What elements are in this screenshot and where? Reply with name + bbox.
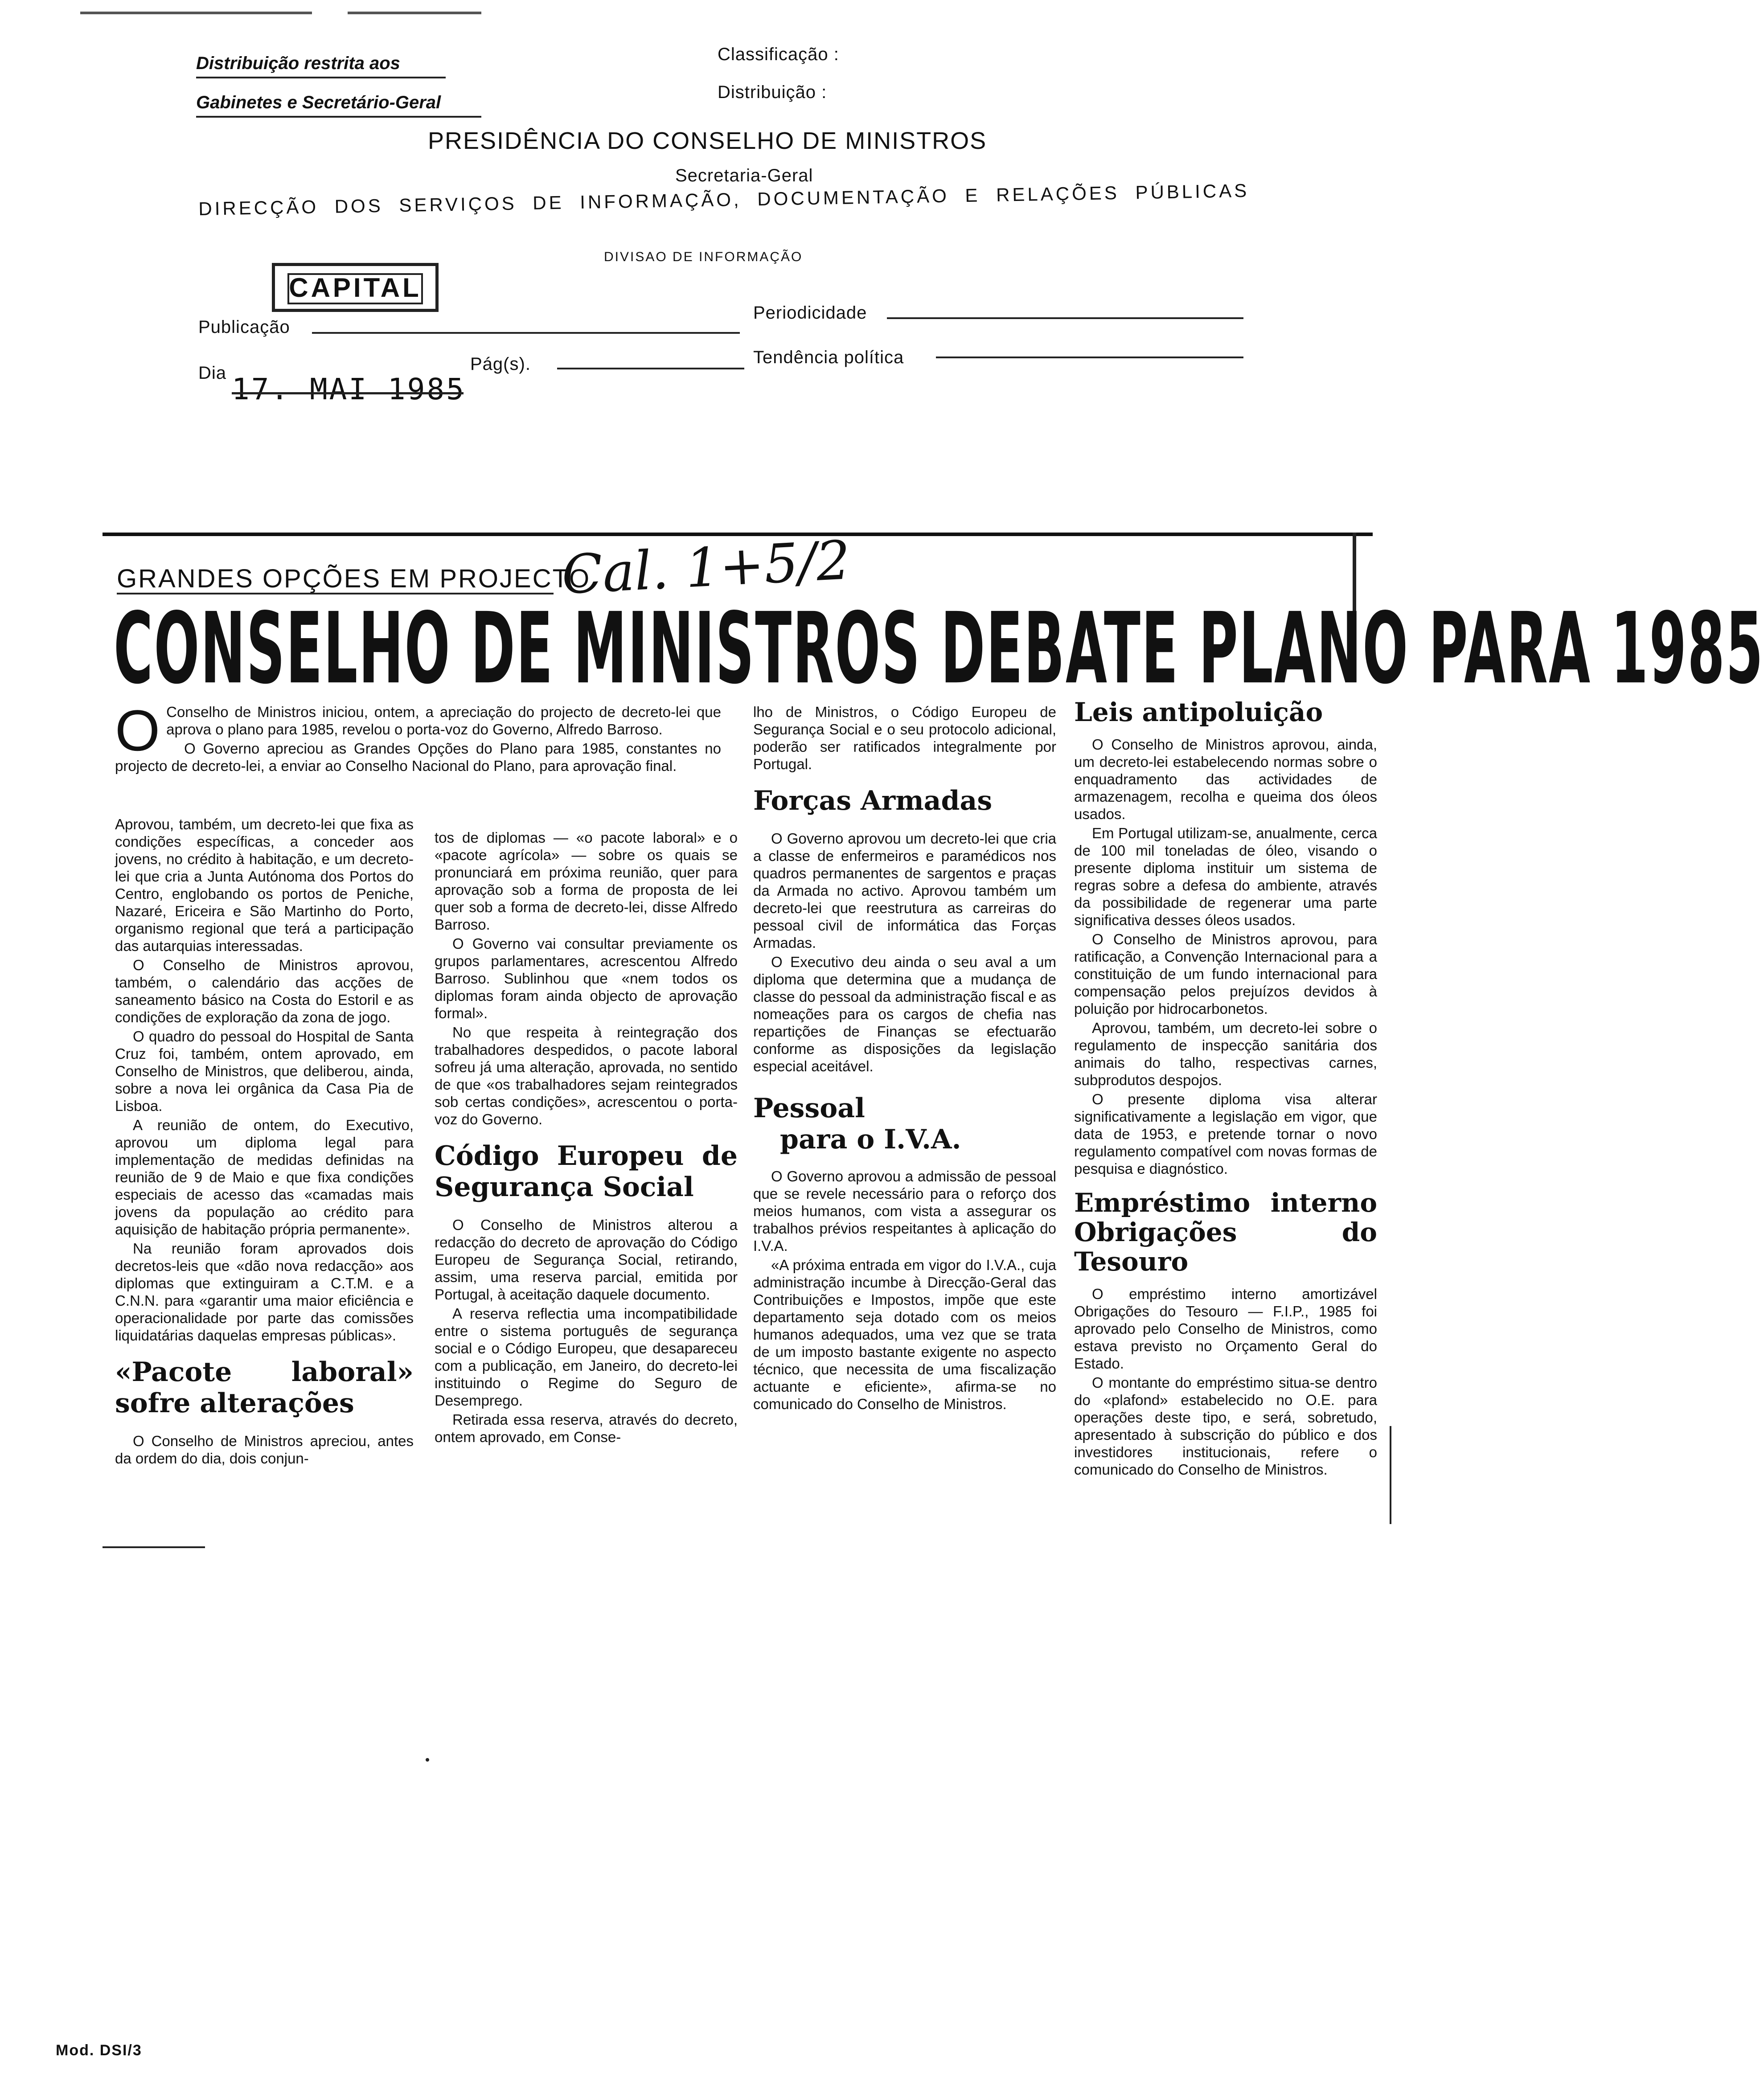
top-rule [80,12,312,19]
subheading-line-2: para o I.V.A. [780,1124,961,1155]
tendencia-label: Tendência política [753,348,904,367]
article-paragraph: lho de Ministros, o Código Europeu de Segurança Social e o seu protocolo adicional, poderão ser ratificados integralmente por Portugal. [753,704,1056,772]
article-paragraph: O Conselho de Ministros aprovou, para ratificação, a Convenção Internacional para a constituição de um fundo internacional para compensação pelos prejuízos devidos à poluição por hidrocarbonetos. [1074,931,1377,1017]
divisao-label: DIVISAO DE INFORMAÇÃO [604,250,803,264]
subheading-leis-antipoluicao: Leis antipoluição [1074,697,1323,727]
stamp-text: CAPITAL [289,272,422,303]
top-rule [348,12,481,19]
headline: CONSELHO DE MINISTROS DEBATE PLANO PARA 1985 [114,591,1764,706]
periodicidade-label: Periodicidade [753,303,867,323]
subheading-forcas-armadas: Forças Armadas [753,785,993,816]
distribution-line-1: Distribuição restrita aos [196,53,400,73]
clipping-bottom-rule [103,1546,205,1548]
dia-label: Dia [198,363,227,383]
article-paragraph: O quadro do pessoal do Hospital de Santa Cruz foi, também, ontem aprovado, em Conselho de Ministros, que deliberou, ainda, sobre a nova lei orgânica da Casa Pia de Lisboa. [115,1028,414,1114]
article-paragraph: O Governo vai consultar previamente os grupos parlamentares, acrescentou Alfredo Barroso. Sublinhou que «nem todos os diplomas foram ainda objecto de aprovação formal». [435,935,738,1021]
handwritten-note: Cal. 1+5/2 [560,529,852,607]
column-2 [435,829,738,1447]
subheading-pessoal-iva [753,1093,1056,1155]
article-paragraph: Retirada essa reserva, através do decreto, ontem aprovado, em Conse- [435,1411,738,1445]
article-paragraph: O presente diploma visa alterar significativamente a legislação em vigor, que data de 1953, e pretende tornar o novo regulamento compatível com novas formas de pesquisa e diagnóstico. [1074,1091,1377,1177]
underline [196,116,481,118]
lead-text: Conselho de Ministros iniciou, ontem, a apreciação do projecto de decreto-lei que aprova o plano para 1985, revelou o porta-voz do Governo, Alfredo Barroso. [166,704,721,738]
capital-stamp [272,263,439,312]
clipping-right-border [1390,1426,1391,1524]
article-paragraph: O Governo aprovou um decreto-lei que cria a classe de enfermeiros e paramédicos nos quadros permanentes de sargentos e praças da Armada no activo. Aprovou também um decreto-lei que reestrutura as carreiras do pessoal civil de informática das Forças Armadas. [753,830,1056,951]
date-stamp: 17. MAI 1985 [232,372,466,406]
article-paragraph: A reunião de ontem, do Executivo, aprovou um diploma legal para implementação de medidas definidas na reunião de 9 de Maio e que fixa condições especiais de acesso das «camadas mais jovens da população ao crédito para aquisição de habitação própria permanente». [115,1117,414,1238]
subheading-line-1: Pessoal [753,1093,865,1124]
distribuicao-label: Distribuição : [718,82,827,102]
periodicidade-field-line [887,317,1243,319]
article-paragraph: No que respeita à reintegração dos trabalhadores despedidos, o pacote laboral sofreu já uma alteração, aprovada, no sentido de que «os trabalhadores sejam reintegrados sob certas condições», acrescentou o porta-voz do Governo. [435,1024,738,1127]
article-paragraph: Em Portugal utilizam-se, anualmente, cerca de 100 mil toneladas de óleo, visando o presente diploma instituir um sistema de regras sobre a defesa do ambiente, através da possibilidade de regenerar uma parte significativa desses óleos usados. [1074,825,1377,928]
org-title: PRESIDÊNCIA DO CONSELHO DE MINISTROS [428,127,987,154]
article-paragraph: O empréstimo interno amortizável Obrigações do Tesouro — F.I.P., 1985 foi aprovado pelo Conselho de Ministros, como estava previsto no Orçamento Geral do Estado. [1074,1286,1377,1372]
classificacao-label: Classificação : [718,45,839,64]
drop-cap: O [115,698,160,763]
article-paragraph: O Conselho de Ministros aprovou, ainda, um decreto-lei estabelecendo normas sobre o enquadramento das actividades de armazenagem, recolha e queima dos óleos usados. [1074,736,1377,822]
publicacao-field-line [312,332,740,334]
column-4 [1074,697,1377,1480]
dia-field-line [232,392,464,394]
subheading-codigo-europeu: Código Europeu de Segurança Social [435,1140,738,1203]
article-paragraph: tos de diplomas — «o pacote laboral» e o «pacote agrícola» — sobre os quais se pronunciará em próxima reunião, quer para aprovação sob a forma de proposta de lei quer sob a forma de decreto-lei, disse Alfredo Barroso. [435,829,738,933]
direccao-line: DIRECÇÃO DOS SERVIÇOS DE INFORMAÇÃO, DOCUMENTAÇÃO E RELAÇÕES PÚBLICAS [198,180,1250,219]
subheading-pacote-laboral: «Pacote laboral» sofre alterações [115,1357,414,1419]
article-paragraph: O Conselho de Ministros apreciou, antes da ordem do dia, dois conjun- [115,1433,414,1467]
article-paragraph: O Governo apreciou as Grandes Opções do Plano para 1985, constantes no projecto de decreto-lei, a enviar ao Conselho Nacional do Plano, para aprovação final. [115,740,721,774]
article-paragraph: Aprovou, também, um decreto-lei sobre o regulamento de inspecção sanitária dos animais do talho, respectivas carnes, subprodutos despojos. [1074,1020,1377,1088]
article-paragraph: O Governo aprovou a admissão de pessoal que se revele necessário para o reforço dos meios humanos, com vista a assegurar os trabalhos prévios respeitantes à aplicação do I.V.A. [753,1168,1056,1254]
distribution-line-2: Gabinetes e Secretário-Geral [196,93,441,112]
article-paragraph: Aprovou, também, um decreto-lei que fixa as condições específicas, a conceder aos jovens, no crédito à habitação, e um decreto-lei que cria a Junta Autónoma dos Portos do Centro, englobando os portos de Peniche, Nazaré, Ericeira e São Martinho do Porto, organismo regional que terá a participação das autarquias interessadas. [115,816,414,954]
column-3 [753,703,1056,1414]
article-paragraph: O Conselho de Ministros aprovou, também, o calendário das acções de saneamento básico na Costa do Estoril e as condições de exploração da zona de jogo. [115,957,414,1025]
column-1 [115,698,721,776]
section-kicker: GRANDES OPÇÕES EM PROJECTO [117,564,591,593]
column-1-narrow [115,816,414,1469]
publicacao-label: Publicação [198,317,290,337]
article-paragraph: O Conselho de Ministros alterou a redacção do decreto de aprovação do Código Europeu de Segurança Social, retirando, assim, uma reserva parcial, emitida por Portugal, à aceitação daquele documento. [435,1217,738,1303]
article-paragraph: O montante do empréstimo situa-se dentro do «plafond» estabelecido no O.E. para operações deste tipo, e será, sobretudo, apresentado à subscrição do público e dos investidores institucionais, refere o comunicado do Conselho de Ministros. [1074,1374,1377,1478]
article-paragraph: O Executivo deu ainda o seu aval a um diploma que determina que a mudança de classe do pessoal da administração fiscal e as nomeações para os cargos de chefia nas repartições de Finanças se efectuarão conforme as disposições da legislação especial aceitável. [753,954,1056,1074]
form-code: Mod. DSI/3 [56,2042,142,2059]
pags-field-line [557,368,744,369]
pags-label: Pág(s). [470,354,531,374]
secretaria-geral: Secretaria-Geral [675,166,813,185]
underline [196,77,446,78]
scan-speck [426,1758,429,1762]
article-paragraph: «A próxima entrada em vigor do I.V.A., cuja administração incumbe à Direcção-Geral das Contribuições e Impostos, impõe que este departamento seja dotado com os meios humanos adequados, uma vez que se trata de um imposto bastante exigente no aspecto técnico, que necessita de uma fiscalização actuante e eficiente», afirma-se no comunicado do Conselho de Ministros. [753,1257,1056,1412]
article-paragraph: Na reunião foram aprovados dois decretos-leis que «dão nova redacção» aos diplomas que extinguiram a C.T.M. e a C.N.N. para «garantir uma maior eficiência e operacionalidade por parte das comissões liquidatárias daquelas empresas públicas». [115,1240,414,1344]
subheading-emprestimo-interno: Empréstimo interno Obrigações do Tesouro [1074,1188,1377,1277]
tendencia-field-line [936,357,1243,358]
article-paragraph: A reserva reflectia uma incompatibilidade entre o sistema português de segurança social e o Código Europeu, que desapareceu com a publicação, em Janeiro, do decreto-lei instituindo o Regime do Seguro de Desemprego. [435,1305,738,1409]
